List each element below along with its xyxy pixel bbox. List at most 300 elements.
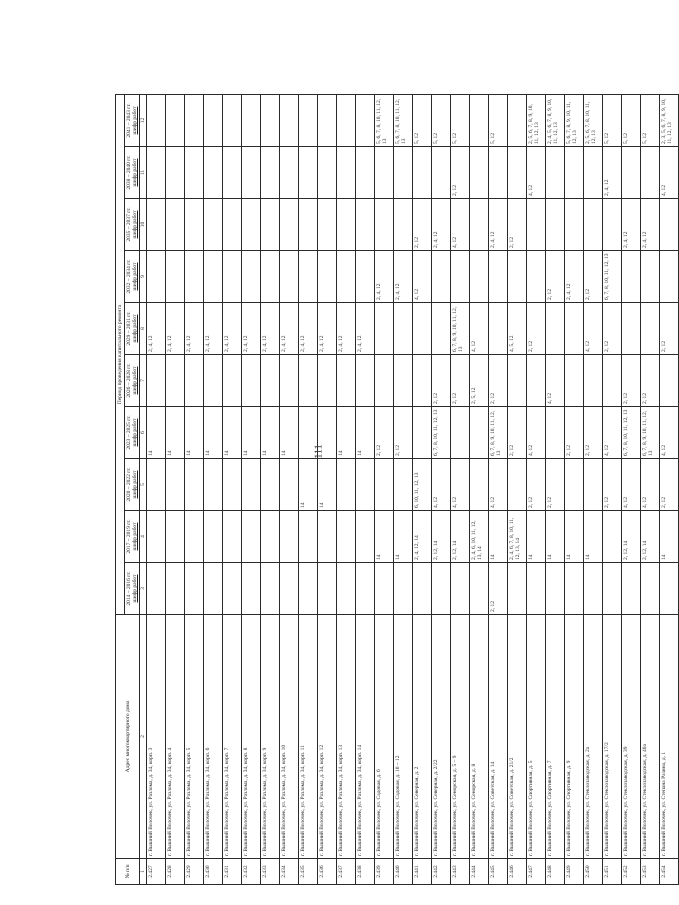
work-code-cell <box>660 563 679 615</box>
work-code-cell <box>603 511 622 563</box>
work-code-cell: 2, 12 <box>565 407 584 459</box>
header-work-code: шифр работ <box>132 418 138 447</box>
row-number: 2.433 <box>261 859 280 885</box>
work-code-cell <box>204 563 223 615</box>
header-period-10 <box>125 94 140 146</box>
work-code-cell <box>546 563 565 615</box>
header-work-code: шифр работ <box>132 470 138 499</box>
work-code-cell <box>147 94 166 146</box>
work-code-cell <box>356 355 375 407</box>
work-code-cell: 4, 12 <box>470 303 489 355</box>
work-code-cell: 4, 12 <box>432 459 451 511</box>
work-code-cell: 5, 6, 7, 8, 10, 11, 12, 13 <box>375 94 394 146</box>
work-code-cell <box>565 199 584 251</box>
work-code-cell: 2, 12 <box>584 251 603 303</box>
work-code-cell <box>299 355 318 407</box>
work-code-cell <box>280 355 299 407</box>
row-number: 2.437 <box>337 859 356 885</box>
work-code-cell <box>223 459 242 511</box>
work-code-cell: 14 <box>261 407 280 459</box>
header-work-code: шифр работ <box>132 262 138 291</box>
row-address: г. Вышний Волочек, ул. Разлома, д. 34, корп. 13 <box>337 615 356 859</box>
work-code-cell <box>204 147 223 199</box>
work-code-cell <box>565 303 584 355</box>
header-period-label: 2035 – 2037 гг. <box>126 207 132 242</box>
work-code-cell <box>185 459 204 511</box>
work-code-cell: 2, 12 <box>394 407 413 459</box>
work-code-cell: 4, 12 <box>451 459 470 511</box>
header-period-3 <box>125 459 140 511</box>
header-period-group: Период проведения капитального ремонта <box>116 94 125 614</box>
work-code-cell: 2, 12, 14 <box>641 511 660 563</box>
work-code-cell <box>318 355 337 407</box>
row-address: г. Вышний Волочек, ул. Разлома, д. 34, корп. 5 <box>185 615 204 859</box>
header-index-cell: 4 <box>140 511 147 563</box>
work-code-cell <box>470 407 489 459</box>
work-code-cell <box>356 459 375 511</box>
work-code-cell <box>527 355 546 407</box>
row-address: г. Вышний Волочек, ул. Степана Разина, д. 1 <box>660 615 679 859</box>
table-row <box>261 94 280 884</box>
work-code-cell: 14 <box>337 407 356 459</box>
work-code-cell <box>375 303 394 355</box>
work-code-cell <box>451 407 470 459</box>
work-code-cell: 14 <box>546 511 565 563</box>
work-code-cell: 6, 7, 8, 9, 10, 11, 12, 13 <box>451 303 470 355</box>
row-address: г. Вышний Волочек, ул. Сенорская, д. 8 <box>470 615 489 859</box>
header-index-cell: 6 <box>140 407 147 459</box>
work-code-cell: 2, 12 <box>489 355 508 407</box>
work-code-cell: 4, 12 <box>413 251 432 303</box>
work-code-cell <box>204 459 223 511</box>
work-code-cell <box>166 511 185 563</box>
work-code-cell <box>280 199 299 251</box>
work-code-cell <box>280 94 299 146</box>
work-code-cell: 2, 12 <box>546 459 565 511</box>
work-code-cell: 2, 4, 12 <box>375 251 394 303</box>
work-code-cell <box>470 94 489 146</box>
work-code-cell <box>394 199 413 251</box>
work-code-cell <box>584 563 603 615</box>
work-code-cell: 5, 12 <box>432 94 451 146</box>
work-code-cell <box>299 251 318 303</box>
table-row <box>622 94 641 884</box>
work-code-cell: 14 <box>166 407 185 459</box>
row-address: г. Вышний Волочек, ул. Стеклозаводская, д. 17/2 <box>603 615 622 859</box>
work-code-cell <box>375 459 394 511</box>
header-work-code: шифр работ <box>132 158 138 187</box>
work-code-cell: 14 <box>299 459 318 511</box>
work-code-cell <box>356 251 375 303</box>
work-code-cell <box>299 147 318 199</box>
work-code-cell: 2, 12 <box>527 303 546 355</box>
work-code-cell <box>584 459 603 511</box>
row-number: 2.449 <box>565 859 584 885</box>
work-code-cell <box>223 355 242 407</box>
work-code-cell <box>641 563 660 615</box>
work-code-cell <box>166 355 185 407</box>
work-code-cell <box>660 251 679 303</box>
row-address: г. Вышний Волочек, ул. Разлома, д. 34, корп. 6 <box>204 615 223 859</box>
table-row <box>660 94 679 884</box>
work-code-cell: 2, 4, 12 <box>318 303 337 355</box>
work-code-cell: 2, 4, 12 <box>261 303 280 355</box>
table-row <box>356 94 375 884</box>
header-index-cell: 8 <box>140 303 147 355</box>
work-code-cell <box>565 355 584 407</box>
work-code-cell <box>318 563 337 615</box>
row-address: г. Вышний Волочек, ул. Разлома, д. 34, корп. 14 <box>356 615 375 859</box>
row-address: г. Вышний Волочек, ул. Северная, д. 2 <box>413 615 432 859</box>
work-code-cell <box>489 303 508 355</box>
work-code-cell <box>166 563 185 615</box>
table-row <box>413 94 432 884</box>
header-work-code: шифр работ <box>132 574 138 603</box>
table-row <box>223 94 242 884</box>
work-code-cell <box>394 303 413 355</box>
work-code-cell <box>394 355 413 407</box>
row-number: 2.430 <box>204 859 223 885</box>
work-code-cell: 4, 12 <box>584 303 603 355</box>
work-code-cell <box>299 563 318 615</box>
work-code-cell: 2, 12, 14 <box>432 511 451 563</box>
work-code-cell <box>204 94 223 146</box>
header-index-row <box>140 94 147 884</box>
work-code-cell: 4, 12 <box>660 407 679 459</box>
work-code-cell: 14 <box>565 511 584 563</box>
row-number: 2.434 <box>280 859 299 885</box>
work-code-cell: 2, 12 <box>413 199 432 251</box>
work-code-cell <box>337 147 356 199</box>
work-code-cell <box>489 251 508 303</box>
work-code-cell <box>356 199 375 251</box>
header-index-cell: 2 <box>140 615 147 859</box>
work-code-cell <box>223 511 242 563</box>
header-index-cell: 10 <box>140 199 147 251</box>
work-code-cell: 2, 4, 12 <box>641 199 660 251</box>
work-code-cell: 2, 12 <box>451 147 470 199</box>
row-address: г. Вышний Волочек, ул. Разлома, д. 34, корп. 4 <box>166 615 185 859</box>
work-code-cell: 2, 4, 12 <box>166 303 185 355</box>
row-address: г. Вышний Волочек, ул. Советская, д. 14 <box>489 615 508 859</box>
work-code-cell: 14 <box>375 511 394 563</box>
work-code-cell <box>166 147 185 199</box>
row-address: г. Вышний Волочек, ул. Спортивная, д. 9 <box>565 615 584 859</box>
work-code-cell <box>451 251 470 303</box>
work-code-cell: 4, 12 <box>546 355 565 407</box>
work-code-cell <box>223 147 242 199</box>
row-address: г. Вышний Волочек, ул. Северная, д. 2/22 <box>432 615 451 859</box>
row-address: г. Вышний Волочек, ул. Разлома, д. 34, корп. 12 <box>318 615 337 859</box>
table-row <box>527 94 546 884</box>
work-code-cell: 14 <box>660 511 679 563</box>
work-code-cell <box>413 563 432 615</box>
work-code-cell: 14 <box>204 407 223 459</box>
table-row <box>546 94 565 884</box>
work-code-cell <box>337 563 356 615</box>
work-code-cell <box>242 199 261 251</box>
row-number: 2.436 <box>318 859 337 885</box>
row-number: 2.454 <box>660 859 679 885</box>
work-code-cell: 4, 5, 12 <box>508 303 527 355</box>
work-code-cell <box>223 563 242 615</box>
work-code-cell: 2, 12 <box>527 459 546 511</box>
header-period-label: 2014 – 2016 гг. <box>126 571 132 606</box>
work-code-cell: 14 <box>280 407 299 459</box>
work-code-cell <box>413 355 432 407</box>
row-number: 2.429 <box>185 859 204 885</box>
work-code-cell <box>185 94 204 146</box>
work-code-cell <box>261 251 280 303</box>
header-period-9 <box>125 147 140 199</box>
work-code-cell <box>432 563 451 615</box>
work-code-cell: 2, 4, 6, 10, 11, 12, 13, 14 <box>470 511 489 563</box>
work-code-cell <box>470 563 489 615</box>
work-code-cell <box>603 563 622 615</box>
work-code-cell <box>413 303 432 355</box>
header-period-label: 2038 – 2040 гг. <box>126 155 132 190</box>
work-code-cell <box>622 563 641 615</box>
work-code-cell <box>166 94 185 146</box>
work-code-cell <box>318 511 337 563</box>
row-number: 2.442 <box>432 859 451 885</box>
work-code-cell: 14 <box>527 511 546 563</box>
table-row <box>584 94 603 884</box>
work-code-cell <box>546 147 565 199</box>
row-number: 2.447 <box>527 859 546 885</box>
work-code-cell: 2, 4, 5, 6, 7, 8, 9, 10, 11, 12, 13 <box>546 94 565 146</box>
work-code-cell: 2, 5, 6, 7, 8, 10, 11, 12, 13 <box>584 94 603 146</box>
row-number: 2.440 <box>394 859 413 885</box>
header-index-cell: 3 <box>140 563 147 615</box>
work-code-cell <box>185 147 204 199</box>
work-code-cell: 14 <box>242 407 261 459</box>
work-code-cell <box>375 563 394 615</box>
work-code-cell <box>242 94 261 146</box>
work-code-cell <box>356 94 375 146</box>
row-number: 2.432 <box>242 859 261 885</box>
work-code-cell <box>356 511 375 563</box>
work-code-cell: 14 <box>356 407 375 459</box>
header-period-4 <box>125 407 140 459</box>
work-code-cell <box>508 459 527 511</box>
work-code-cell <box>261 147 280 199</box>
work-code-cell: 14 <box>394 511 413 563</box>
header-period-label: 2017 – 2019 гг. <box>126 519 132 554</box>
table-body <box>147 94 679 884</box>
work-code-cell <box>337 94 356 146</box>
work-code-cell: 6, 7, 8, 9, 10, 11, 12, 13 <box>489 407 508 459</box>
row-number: 2.444 <box>470 859 489 885</box>
work-code-cell <box>223 94 242 146</box>
work-code-cell <box>185 511 204 563</box>
work-code-cell: 2, 4, 12 <box>565 251 584 303</box>
work-code-cell <box>147 251 166 303</box>
header-period-label: 2032 – 2034 гг. <box>126 259 132 294</box>
work-code-cell <box>565 459 584 511</box>
work-code-cell <box>622 303 641 355</box>
work-code-cell: 14 <box>584 511 603 563</box>
table-row <box>375 94 394 884</box>
work-code-cell <box>337 355 356 407</box>
work-code-cell: 2, 4, 6, 7, 8, 10, 11, 12, 13, 14 <box>508 511 527 563</box>
row-address: г. Вышний Волочек, ул. Сенорская, д. 5 – 9 <box>451 615 470 859</box>
work-code-cell <box>166 251 185 303</box>
row-address: г. Вышний Волочек, ул. Садовая, д. 6 <box>375 615 394 859</box>
row-address: г. Вышний Волочек, ул. Разлома, д. 34, корп. 7 <box>223 615 242 859</box>
row-address: г. Вышний Волочек, ул. Стеклозаводская, д. 40а <box>641 615 660 859</box>
work-code-cell <box>546 407 565 459</box>
work-code-cell <box>413 147 432 199</box>
work-code-cell: 5, 12 <box>451 94 470 146</box>
work-code-cell <box>147 459 166 511</box>
work-code-cell: 2, 4, 12 <box>147 303 166 355</box>
work-code-cell <box>565 147 584 199</box>
work-code-cell <box>147 355 166 407</box>
work-code-cell <box>470 147 489 199</box>
capital-repair-table <box>115 94 679 885</box>
work-code-cell <box>261 563 280 615</box>
work-code-cell <box>166 459 185 511</box>
header-row-top <box>116 94 125 884</box>
work-code-cell <box>641 147 660 199</box>
header-index-cell: 9 <box>140 251 147 303</box>
row-number: 2.448 <box>546 859 565 885</box>
work-code-cell: 5, 6, 7, 8, 10, 11, 12, 13 <box>394 94 413 146</box>
work-code-cell: 2, 12 <box>603 303 622 355</box>
row-number: 2.428 <box>166 859 185 885</box>
row-address: г. Вышний Волочек, ул. Советская, д. 21/2 <box>508 615 527 859</box>
work-code-cell: 6, 10, 11, 12, 13 <box>413 459 432 511</box>
work-code-cell <box>470 199 489 251</box>
work-code-cell: 2, 12 <box>432 355 451 407</box>
work-code-cell <box>337 459 356 511</box>
table-row <box>147 94 166 884</box>
header-address: Адрес многоквартирного дома <box>116 615 140 859</box>
work-code-cell <box>261 511 280 563</box>
work-code-cell <box>527 563 546 615</box>
row-address: г. Вышний Волочек, ул. Разлома, д. 34, корп. 10 <box>280 615 299 859</box>
work-code-cell <box>622 147 641 199</box>
work-code-cell: 5, 12 <box>641 94 660 146</box>
row-address: г. Вышний Волочек, ул. Разлома, д. 34, корп. 3 <box>147 615 166 859</box>
work-code-cell: 2, 12 <box>622 355 641 407</box>
work-code-cell: 14 <box>223 407 242 459</box>
work-code-cell <box>527 251 546 303</box>
table-row <box>470 94 489 884</box>
work-code-cell <box>280 563 299 615</box>
header-index-cell: 1 <box>140 859 147 885</box>
work-code-cell: 4, 12 <box>527 407 546 459</box>
work-code-cell: 2, 4, 12 <box>337 303 356 355</box>
work-code-cell: 2, 4, 12 <box>242 303 261 355</box>
work-code-cell <box>318 147 337 199</box>
work-code-cell <box>641 303 660 355</box>
work-code-cell <box>432 251 451 303</box>
work-code-cell: 2, 4, 12 <box>622 199 641 251</box>
work-code-cell <box>584 199 603 251</box>
header-period-label: 2029 – 2031 гг. <box>126 311 132 346</box>
work-code-cell <box>356 147 375 199</box>
header-index-cell: 11 <box>140 147 147 199</box>
work-code-cell <box>261 199 280 251</box>
work-code-cell <box>603 199 622 251</box>
work-code-cell: 2, 4, 12 <box>432 199 451 251</box>
header-index-cell: 12 <box>140 94 147 146</box>
header-period-1 <box>125 563 140 615</box>
work-code-cell: 2, 5, 12 <box>470 355 489 407</box>
header-period-label: 2023 – 2025 гг. <box>126 415 132 450</box>
table-row <box>337 94 356 884</box>
work-code-cell <box>318 407 337 459</box>
header-period-7 <box>125 251 140 303</box>
work-code-cell: 4, 12 <box>660 147 679 199</box>
rotated-page <box>115 95 673 885</box>
work-code-cell: 2, 12 <box>451 355 470 407</box>
header-work-code: шифр работ <box>132 210 138 239</box>
work-code-cell: 2, 4, 12 <box>299 303 318 355</box>
row-address: г. Вышний Волочек, ул. Садовая, д. 10 – 12 <box>394 615 413 859</box>
work-code-cell <box>299 511 318 563</box>
work-code-cell <box>546 303 565 355</box>
work-code-cell: 6, 7, 8, 9, 10, 11, 12, 13 <box>641 407 660 459</box>
work-code-cell <box>375 355 394 407</box>
work-code-cell: 2, 4, 12 <box>394 251 413 303</box>
work-code-cell <box>413 407 432 459</box>
table-row <box>204 94 223 884</box>
work-code-cell: 2, 4, 12 <box>356 303 375 355</box>
work-code-cell <box>641 251 660 303</box>
work-code-cell <box>508 563 527 615</box>
work-code-cell <box>318 94 337 146</box>
row-number: 2.453 <box>641 859 660 885</box>
work-code-cell: 6, 7, 8, 10, 11, 12, 13 <box>432 407 451 459</box>
header-period-5 <box>125 355 140 407</box>
header-num: № п/п <box>116 859 140 885</box>
work-code-cell <box>147 511 166 563</box>
work-code-cell: 4, 12 <box>622 459 641 511</box>
work-code-cell <box>147 199 166 251</box>
row-address: г. Вышний Волочек, ул. Спортивная, д. 7 <box>546 615 565 859</box>
row-number: 2.441 <box>413 859 432 885</box>
work-code-cell <box>242 355 261 407</box>
work-code-cell <box>280 459 299 511</box>
table-row <box>166 94 185 884</box>
work-code-cell <box>394 563 413 615</box>
work-code-cell: 2, 12, 14 <box>451 511 470 563</box>
work-code-cell: 4, 12 <box>451 199 470 251</box>
work-code-cell: 2, 4, 12 <box>204 303 223 355</box>
row-address: г. Вышний Волочек, ул. Спортивная, д. 5 <box>527 615 546 859</box>
work-code-cell <box>337 199 356 251</box>
work-code-cell <box>185 251 204 303</box>
row-address: г. Вышний Волочек, ул. Разлома, д. 34, корп. 11 <box>299 615 318 859</box>
row-number: 2.445 <box>489 859 508 885</box>
work-code-cell <box>660 355 679 407</box>
header-index-cell: 7 <box>140 355 147 407</box>
work-code-cell <box>470 459 489 511</box>
work-code-cell <box>280 511 299 563</box>
work-code-cell <box>432 147 451 199</box>
page-number: 111 <box>313 444 325 459</box>
table-row <box>432 94 451 884</box>
work-code-cell: 14 <box>489 511 508 563</box>
work-code-cell <box>242 147 261 199</box>
work-code-cell <box>451 563 470 615</box>
table-row <box>565 94 584 884</box>
work-code-cell <box>299 94 318 146</box>
work-code-cell: 2, 12 <box>603 459 622 511</box>
